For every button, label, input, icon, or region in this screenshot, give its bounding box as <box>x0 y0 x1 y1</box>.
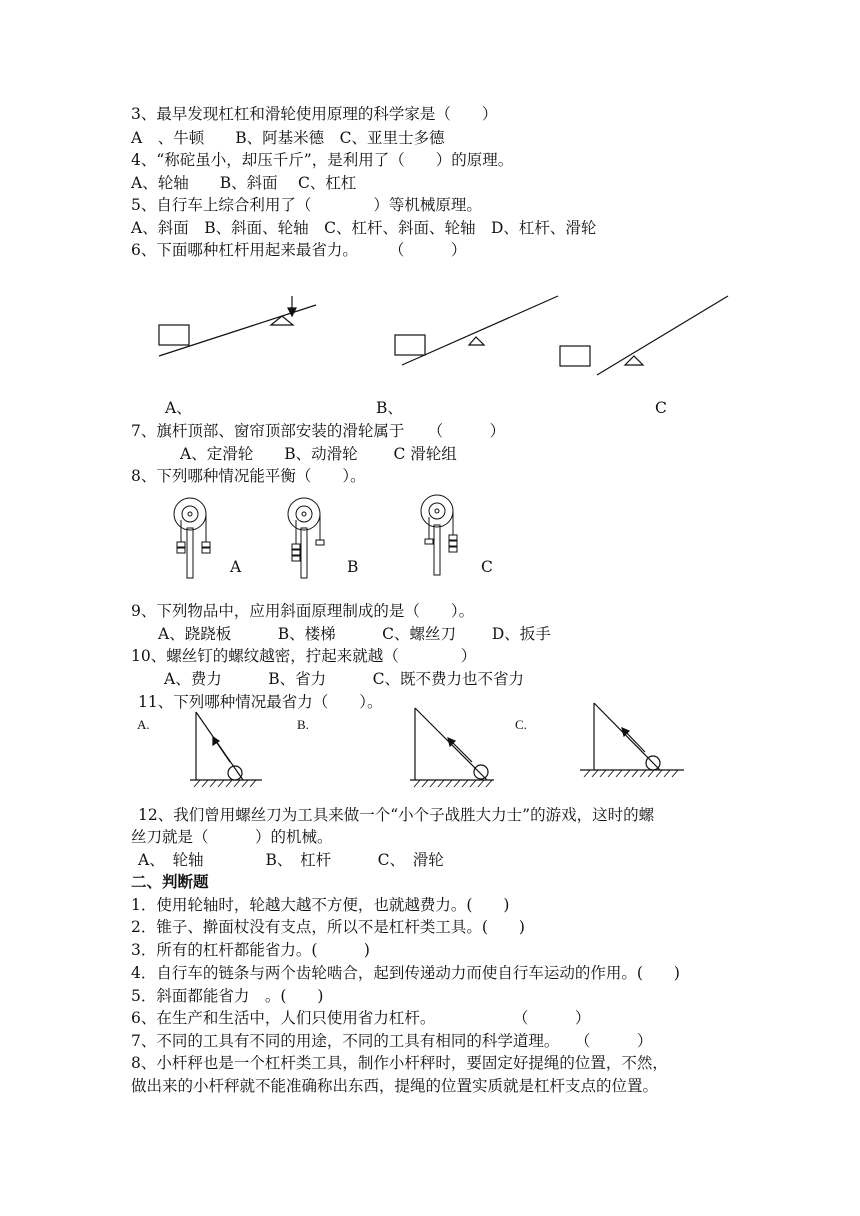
lever-a-fulcrum <box>271 316 293 325</box>
lever-a-load <box>159 325 189 345</box>
q6-label-a: A、 <box>165 399 192 417</box>
incline-a <box>190 712 262 787</box>
q8-label-c: C <box>481 558 493 576</box>
q11-label-b: B. <box>297 717 309 732</box>
q12-text-line1: 12、我们曾用螺丝刀为工具来做一个“小个子战胜大力士”的游戏，这时的螺 <box>138 806 655 824</box>
q8-label-b: B <box>347 558 359 576</box>
q7-text: 7、旗杆顶部、窗帘顶部安装的滑轮属于 （ ） <box>131 422 506 440</box>
q10-options: A、费力 B、省力 C、既不费力也不省力 <box>164 670 524 688</box>
judge-item-8-line2: 做出来的小杆秤就不能准确称出东西，提绳的位置实质就是杠杆支点的位置。 <box>131 1077 659 1095</box>
q4-options: A、轮轴 B、斜面 C、杠杠 <box>131 174 357 192</box>
q4-text: 4、“称砣虽小，却压千斤”，是利用了（ ）的原理。 <box>131 151 514 169</box>
q5-options: A、斜面 B、斜面、轮轴 C、杠杆、斜面、轮轴 D、杠杆、滑轮 <box>131 219 597 237</box>
judge-item-5: 5．斜面都能省力 。( ) <box>131 987 324 1005</box>
judge-item-6: 6、在生产和生活中，人们只使用省力杠杆。 （ ） <box>131 1009 591 1027</box>
q10-text: 10、螺丝钉的螺纹越密，拧起来就越（ ） <box>131 647 477 665</box>
incline-b <box>410 708 494 787</box>
judge-item-7: 7、不同的工具有不同的用途，不同的工具有相同的科学道理。 （ ） <box>131 1032 653 1050</box>
judge-item-3: 3．所有的杠杆都能省力。( ) <box>131 941 370 959</box>
q6-text: 6、下面哪种杠杆用起来最省力。 （ ） <box>131 241 467 259</box>
lever-c-load <box>560 346 590 366</box>
q8-text: 8、下列哪种情况能平衡（ ）。 <box>131 467 366 485</box>
q12-text-line2: 丝刀就是（ ）的机械。 <box>131 828 333 846</box>
q8-label-a: A <box>230 558 242 576</box>
incline-c <box>580 703 684 777</box>
wheel-axle-b <box>288 498 324 578</box>
lever-b-fulcrum <box>469 337 484 345</box>
q3-options: A 、牛顿 B、阿基米德 C、亚里士多德 <box>131 129 445 147</box>
judge-item-4: 4．自行车的链条与两个齿轮啮合，起到传递动力而使自行车运动的作用。( ) <box>131 964 680 982</box>
wheel-axle-a <box>174 498 210 578</box>
wheel-axle-c <box>421 495 457 575</box>
q3-text: 3、最早发现杠杠和滑轮使用原理的科学家是（ ） <box>131 105 498 123</box>
q11-label-c: C. <box>515 717 527 732</box>
q9-options: A、跷跷板 B、楼梯 C、螺丝刀 D、扳手 <box>158 625 551 643</box>
judge-item-1: 1．使用轮轴时，轮越大越不方便，也就越费力。( ) <box>131 896 510 914</box>
judge-item-8-line1: 8、小杆秤也是一个杠杆类工具，制作小杆秤时，要固定好提绳的位置，不然， <box>131 1054 668 1072</box>
q7-options: A、定滑轮 B、动滑轮 C 滑轮组 <box>180 445 457 463</box>
q9-text: 9、下列物品中，应用斜面原理制成的是（ ）。 <box>131 602 475 620</box>
section2-title: 二、判断题 <box>131 872 209 891</box>
q5-text: 5、自行车上综合利用了（ ）等机械原理。 <box>131 196 482 214</box>
q6-label-b: B、 <box>376 399 403 417</box>
lever-c-bar <box>597 296 728 375</box>
q6-label-c: C <box>655 399 667 417</box>
q12-options: A、 轮轴 B、 杠杆 C、 滑轮 <box>138 851 444 869</box>
judge-item-2: 2．锥子、擀面杖没有支点，所以不是杠杆类工具。( ) <box>131 918 525 936</box>
q11-label-a: A. <box>137 717 150 732</box>
q11-text: 11、下列哪种情况最省力（ ）。 <box>138 693 383 711</box>
lever-c-fulcrum <box>625 356 643 365</box>
lever-b-load <box>395 335 425 355</box>
